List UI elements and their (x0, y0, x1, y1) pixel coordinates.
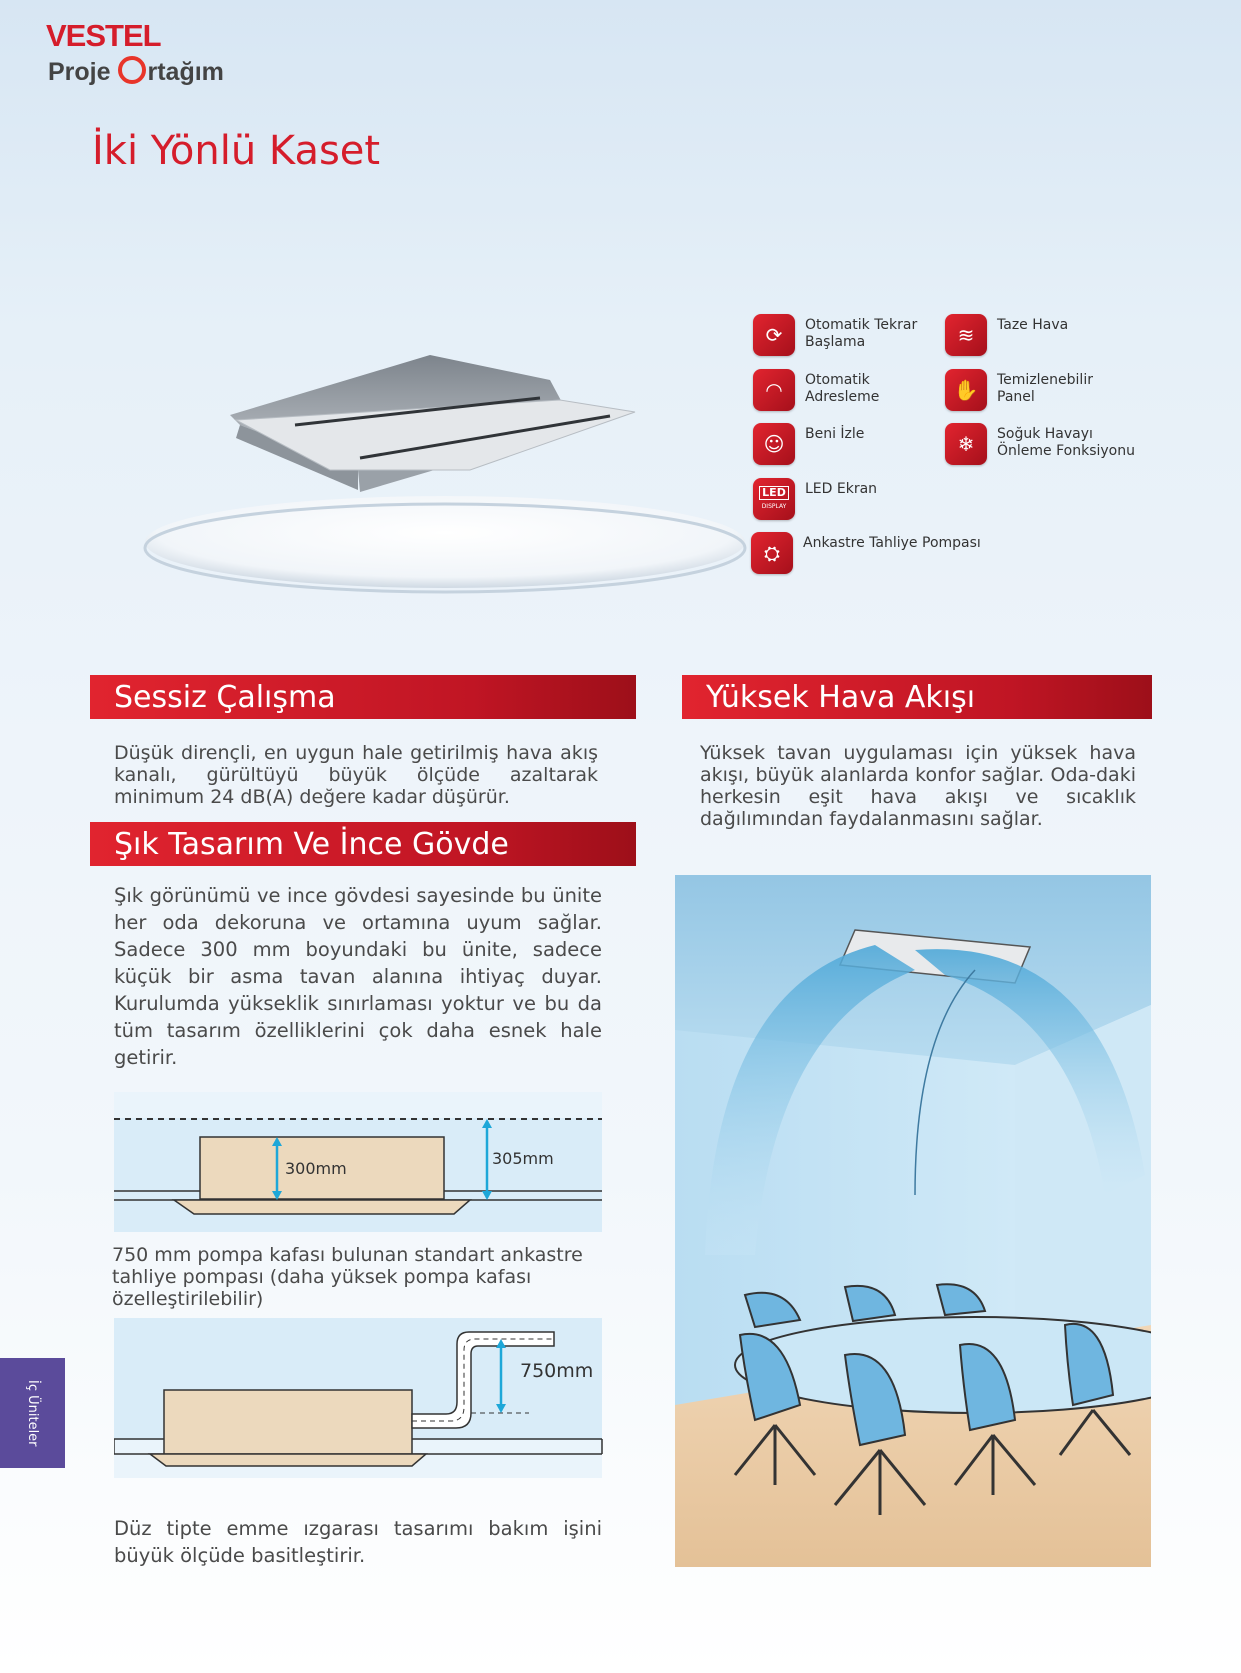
feature-label: Soğuk Havayı Önleme Fonksiyonu (997, 426, 1135, 459)
follow-me-icon: ☺ (753, 423, 795, 465)
section-title-silent: Sessiz Çalışma (90, 675, 636, 719)
led-display-icon (753, 478, 795, 520)
feature-cleanable-panel (945, 369, 1135, 411)
wifi-icon: ◠ (753, 369, 795, 411)
feature-auto-addressing (753, 369, 943, 411)
proje-ortagim-logo (48, 56, 224, 87)
feature-drain-pump (751, 532, 1011, 574)
side-tab-indoor-units[interactable] (0, 1358, 65, 1468)
pump-description: 750 mm pompa kafası bulunan standart ankastre tahliye pompası (daha yüksek pompa kafası özelleştirilebilir) (112, 1244, 583, 1310)
led-icon-subtext: DISPLAY (761, 503, 787, 510)
section-body-airflow: Yüksek tavan uygulaması için yüksek hava akışı, büyük alanlarda konfor sağlar. Oda-daki herkesin eşit hava akışı ve sıcaklık dağılımından faydalanmasını sağlar. (700, 742, 1136, 830)
cleanable-panel-icon: ✋ (945, 369, 987, 411)
section-title-airflow: Yüksek Hava Akışı (682, 675, 1152, 719)
pump-head-label: 750mm (520, 1360, 594, 1382)
side-tab-label: İç Üniteler (25, 1379, 40, 1447)
feature-fresh-air (945, 314, 1135, 356)
feature-led-display (753, 478, 943, 520)
product-image (140, 280, 760, 600)
pump-head-diagram (114, 1318, 604, 1478)
logo-sub-before: Proje (48, 58, 118, 86)
feature-label: Otomatik Tekrar Başlama (805, 317, 918, 350)
section-body-silent: Düşük dirençli, en uygun hale getirilmiş hava akış kanalı, gürültüyü büyük ölçüde azaltarak minimum 24 dB(A) değere kadar düşürür. (114, 742, 598, 808)
section-title-design: Şık Tasarım Ve İnce Gövde (90, 822, 636, 866)
display-pedestal (145, 496, 745, 588)
feature-label: Temizlenebilir Panel (997, 372, 1093, 405)
section-body-design: Şık görünümü ve ince gövdesi sayesinde bu ünite her oda dekoruna ve ortamına uyum sağlar. Sadece 300 mm boyundaki bu ünite, sadece küçük bir asma tavan alanına ihtiyaç duyar. Kurulumda yükseklik sınırlaması yoktur ve bu da tüm tasarım özelliklerini çok daha esnek hale getirir. (114, 884, 602, 1069)
fresh-air-icon: ≋ (945, 314, 987, 356)
airflow-room-illustration (675, 875, 1151, 1567)
restart-icon: ⟳ (753, 314, 795, 356)
feature-auto-restart (753, 314, 943, 356)
feature-label: Ankastre Tahliye Pompası (803, 535, 981, 551)
feature-label: LED Ekran (805, 481, 878, 497)
vestel-logo: VESTEL (46, 18, 161, 53)
indoor-unit-box (164, 1390, 412, 1456)
feature-anti-cold-air (945, 423, 1135, 465)
cassette-grille (174, 1200, 470, 1214)
drain-pump-icon: ⛭ (751, 532, 793, 574)
feature-label: Otomatik Adresleme (805, 372, 880, 405)
unit-height-label: 300mm (285, 1159, 347, 1178)
anti-cold-air-icon: ❄ (945, 423, 987, 465)
feature-label: Beni İzle (805, 426, 865, 442)
logo-ring-icon (118, 56, 146, 84)
feature-follow-me (753, 423, 943, 465)
page-title: İki Yönlü Kaset (92, 128, 381, 174)
led-icon-text: LED (759, 486, 789, 500)
logo-sub-after: rtağım (147, 58, 224, 86)
ceiling-height-label: 305mm (492, 1149, 554, 1168)
cassette-grille (150, 1454, 426, 1466)
grille-description: Düz tipte emme ızgarası tasarımı bakım işini büyük ölçüde basitleştirir. (114, 1517, 602, 1567)
unit-height-diagram (114, 1092, 602, 1232)
feature-label: Taze Hava (997, 317, 1069, 333)
